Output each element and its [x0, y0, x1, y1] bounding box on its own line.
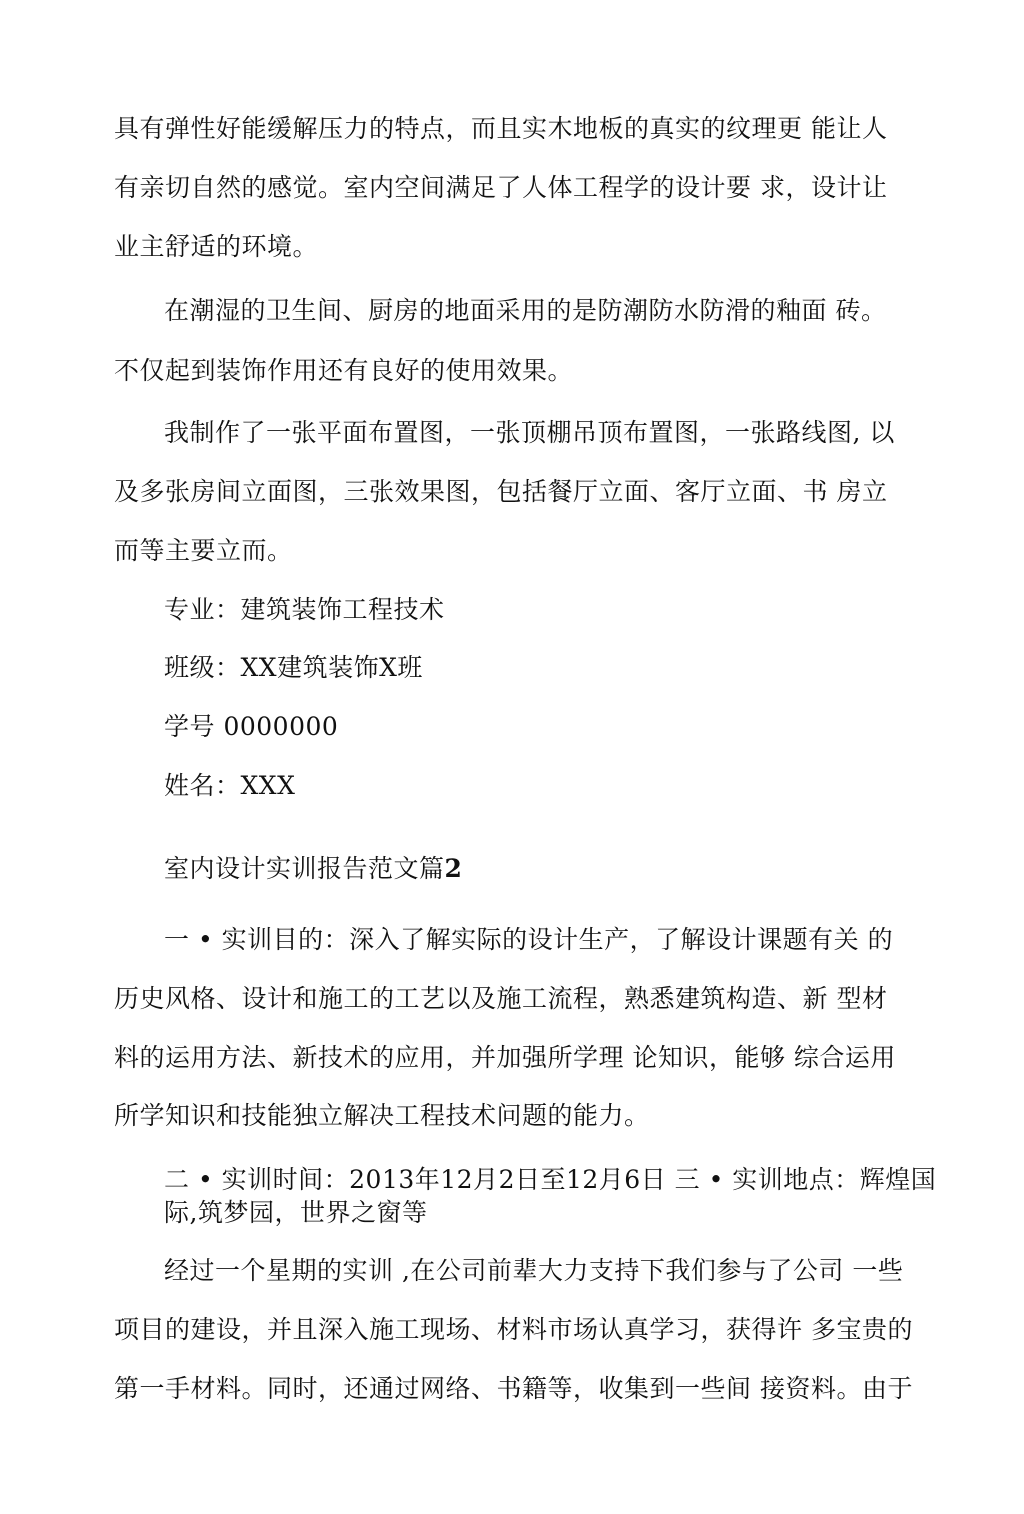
section-1-line-2: 历史风格、设计和施工的工艺以及施工流程，熟悉建筑构造、新 型材	[114, 984, 888, 1013]
info-name: 姓名：XXX	[164, 771, 296, 800]
paragraph-1-line-2: 有亲切自然的感觉。室内空间满足了人体工程学的设计要 求，设计让	[114, 173, 888, 202]
paragraph-1-line-1: 具有弹性好能缓解压力的特点，而且实木地板的真实的纹理更 能让人	[114, 114, 888, 143]
heading-text: 室内设计实训报告范文篇	[164, 854, 445, 883]
section-1-line-4: 所学知识和技能独立解决工程技术问题的能力。	[114, 1101, 650, 1130]
info-class: 班级：XX建筑装饰X班	[164, 653, 423, 682]
section-1-line-3: 料的运用方法、新技术的应用，并加强所学理 论知识，能够 综合运用	[114, 1043, 896, 1072]
paragraph-2-line-2: 不仅起到装饰作用还有良好的使用效果。	[114, 356, 574, 385]
heading-number: 2	[444, 854, 463, 883]
section-heading	[164, 854, 462, 884]
paragraph-4-line-2: 项目的建设，并且深入施工现场、材料市场认真学习，获得许 多宝贵的	[114, 1315, 913, 1344]
section-2-line-2: 际,筑梦园，世界之窗等	[164, 1198, 428, 1227]
paragraph-3-line-1: 我制作了一张平面布置图，一张顶棚吊顶布置图，一张路线图, 以	[164, 418, 895, 447]
paragraph-2-line-1: 在潮湿的卫生间、厨房的地面采用的是防潮防水防滑的釉面 砖。	[164, 296, 887, 325]
paragraph-4-line-3: 第一手材料。同时，还通过网络、书籍等，收集到一些间 接资料。由于	[114, 1374, 913, 1403]
paragraph-3-line-3: 而等主要立而。	[114, 536, 293, 565]
paragraph-3-line-2: 及多张房间立面图，三张效果图，包括餐厅立面、客厅立面、书 房立	[114, 477, 888, 506]
paragraph-4-line-1: 经过一个星期的实训 ,在公司前辈大力支持下我们参与了公司 一些	[164, 1256, 904, 1285]
section-2-line-1: 二 • 实训时间：2013年12月2日至12月6日 三 • 实训地点：辉煌国	[164, 1165, 937, 1194]
paragraph-1-line-3: 业主舒适的环境。	[114, 232, 319, 261]
info-major: 专业：建筑装饰工程技术	[164, 595, 445, 624]
info-student-id: 学号 0000000	[164, 712, 339, 741]
section-1-line-1: 一 • 实训目的：深入了解实际的设计生产，了解设计课题有关 的	[164, 925, 894, 954]
